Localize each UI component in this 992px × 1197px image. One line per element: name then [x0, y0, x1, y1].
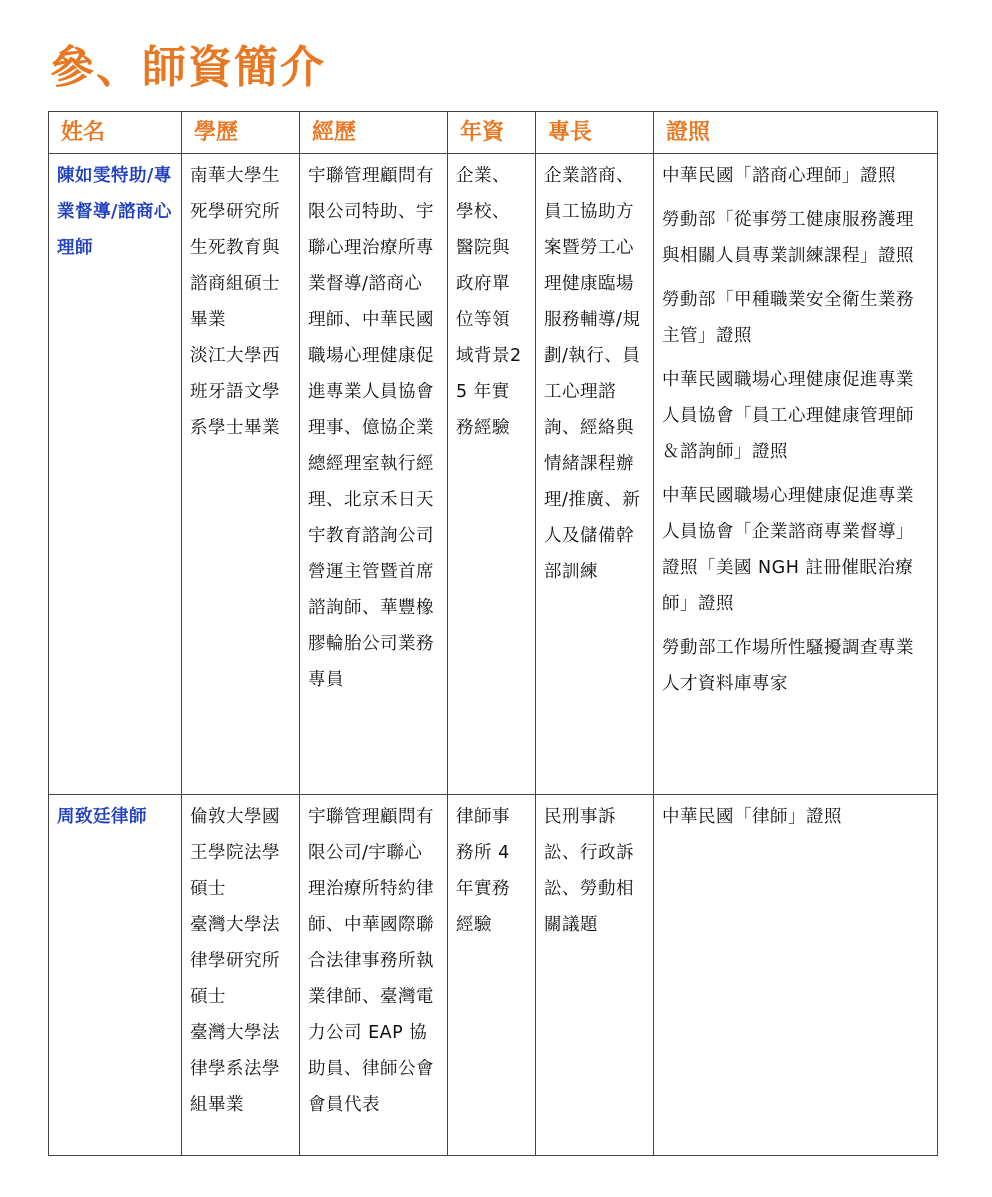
specialty-text: 民刑事訴訟、行政訴訟、勞動相關議題: [544, 807, 634, 935]
header-experience: 經歷: [300, 112, 448, 154]
cell-specialty: [536, 795, 654, 1156]
faculty-table: [48, 111, 938, 1156]
table-row: [49, 154, 938, 795]
cell-name: 周致廷律師: [49, 795, 182, 1156]
certificate-entry: 勞動部「甲種職業安全衛生業務主管」證照: [662, 290, 914, 346]
education-entry: 淡江大學西班牙語文學系學士畢業: [190, 346, 280, 438]
cell-name: 陳如雯特助/專業督導/諮商心理師: [49, 154, 182, 795]
cell-years: [448, 154, 536, 795]
cell-education: [182, 154, 300, 795]
cell-experience: [300, 154, 448, 795]
specialty-text: 企業諮商、員工協助方案暨勞工心理健康臨場服務輔導/規劃/執行、員工心理諮詢、經絡與情緒課程辦理/推廣、新人及儲備幹部訓練: [544, 166, 641, 582]
page-title: 參、師資簡介: [50, 42, 326, 93]
certificate-entry: 中華民國職場心理健康促進專業人員協會「員工心理健康管理師＆諮詢師」證照: [662, 370, 914, 462]
header-years: 年資: [448, 112, 536, 154]
cell-education: [182, 795, 300, 1156]
certificate-entry: 中華民國職場心理健康促進專業人員協會「企業諮商專業督導」證照「美國 NGH 註冊催眠治療師」證照: [662, 486, 914, 614]
cell-years: [448, 795, 536, 1156]
experience-text: 宇聯管理顧問有限公司/宇聯心理治療所特約律師、中華國際聯合法律事務所執業律師、臺灣電力公司 EAP 協助員、律師公會會員代表: [308, 807, 434, 1115]
certificate-entry: 中華民國「諮商心理師」證照: [662, 166, 896, 186]
header-specialty: 專長: [536, 112, 654, 154]
cell-experience: [300, 795, 448, 1156]
education-entry: 臺灣大學法律學系法學組畢業: [190, 1023, 280, 1115]
years-text: 律師事務所 4 年實務經驗: [456, 807, 510, 935]
education-entry: 臺灣大學法律學研究所碩士: [190, 915, 280, 1007]
cell-certificates: [654, 795, 938, 1156]
header-name: 姓名: [49, 112, 182, 154]
header-certificates: 證照: [654, 112, 938, 154]
certificate-entry: 勞動部「從事勞工健康服務護理與相關人員專業訓練課程」證照: [662, 210, 914, 266]
cell-specialty: [536, 154, 654, 795]
cell-certificates: [654, 154, 938, 795]
header-education: 學歷: [182, 112, 300, 154]
education-entry: 倫敦大學國王學院法學碩士: [190, 807, 280, 899]
table-header-row: [49, 112, 938, 154]
certificate-entry: 勞動部工作場所性騷擾調查專業人才資料庫專家: [662, 638, 914, 694]
experience-text: 宇聯管理顧問有限公司特助、宇聯心理治療所專業督導/諮商心理師、中華民國職場心理健康促進專業人員協會理事、億協企業總經理室執行經理、北京禾日天宇教育諮詢公司營運主管暨首席諮詢師、華豐橡膠輪胎公司業務專員: [308, 166, 434, 690]
education-entry: 南華大學生死學研究所生死教育與諮商組碩士畢業: [190, 166, 280, 330]
certificate-entry: 中華民國「律師」證照: [662, 807, 842, 827]
table-row: [49, 795, 938, 1156]
years-text: 企業、學校、醫院與政府單位等領域背景25 年實務經驗: [456, 166, 522, 438]
